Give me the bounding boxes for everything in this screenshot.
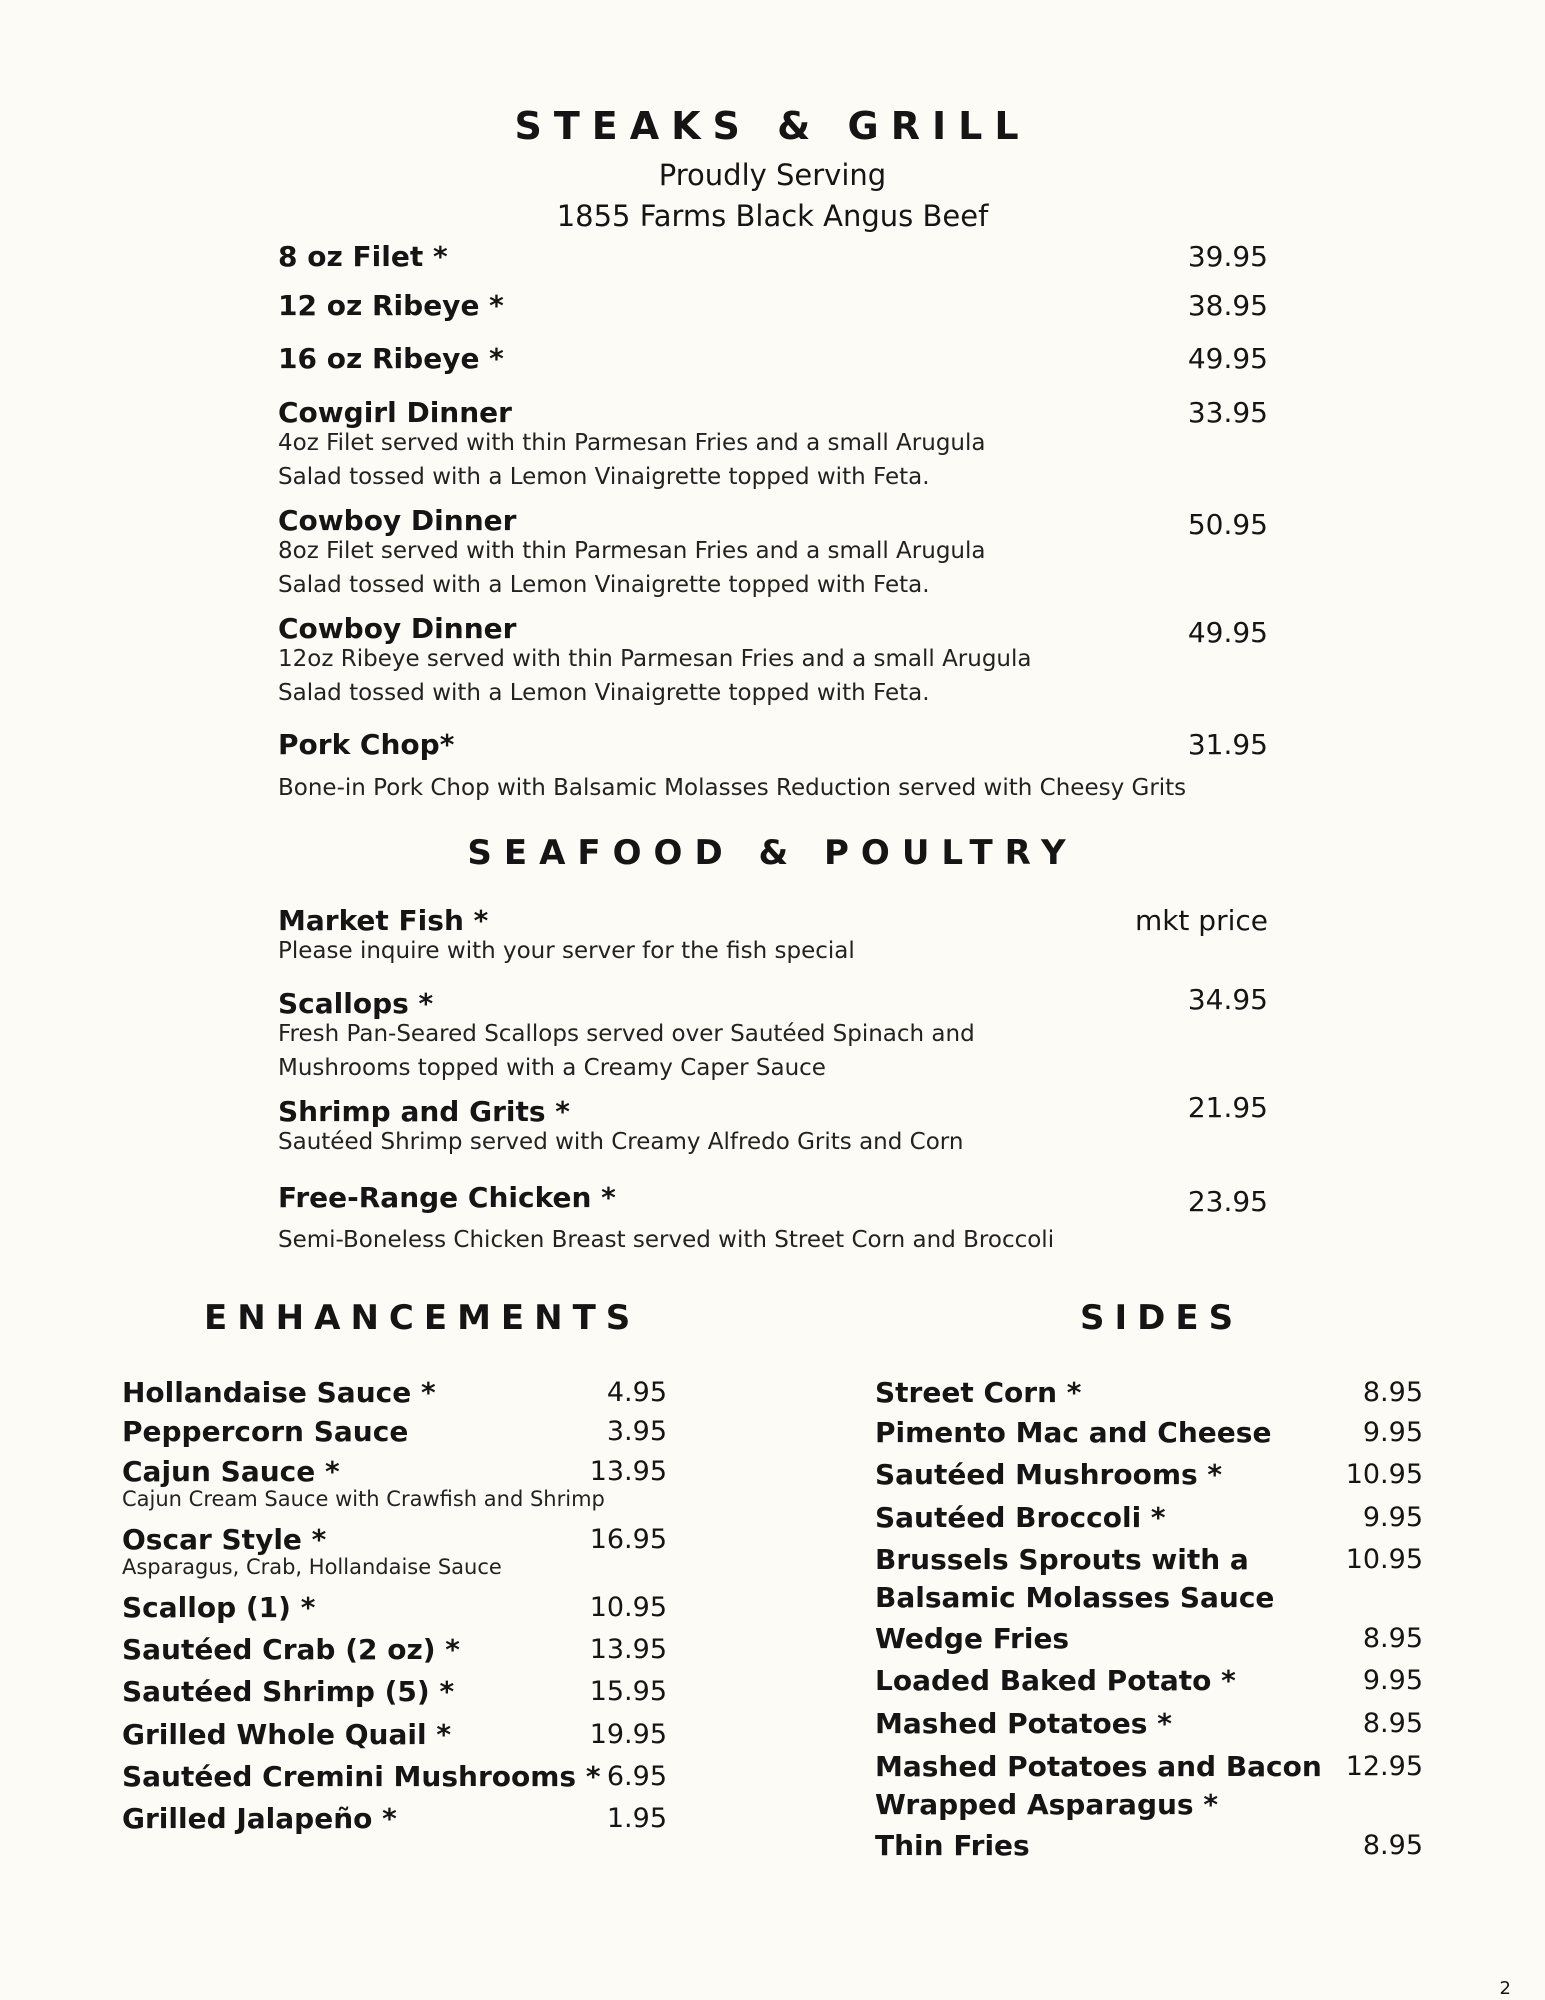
enhancement-item [122, 1589, 667, 1629]
item-name: Sautéed Shrimp (5) * [122, 1675, 455, 1708]
side-item [875, 1456, 1423, 1496]
item-name: Pimento Mac and Cheese [875, 1416, 1272, 1449]
item-description: Please inquire with your server for the fish special [278, 938, 855, 964]
item-price: 13.95 [589, 1634, 667, 1665]
item-price: 49.95 [1187, 616, 1268, 649]
item-name: Market Fish * [278, 904, 489, 937]
item-description: 4oz Filet served with thin Parmesan Fries and a small Arugula Salad tossed with a Lemon Vinaigrette topped with Feta. [278, 430, 986, 490]
item-price: 3.95 [606, 1416, 667, 1447]
menu-item [278, 904, 1268, 974]
enhancements-heading: ENHANCEMENTS [204, 1298, 641, 1338]
side-item [875, 1827, 1423, 1867]
item-name: Cowboy Dinner [278, 504, 517, 537]
menu-item [278, 1181, 1268, 1261]
item-price: 9.95 [1362, 1417, 1423, 1448]
steaks-subtitle-line2: 1855 Farms Black Angus Beef [556, 199, 989, 233]
item-price: 31.95 [1187, 728, 1268, 761]
item-description: 12oz Ribeye served with thin Parmesan Fries and a small Arugula Salad tossed with a Lemon Vinaigrette topped with Feta. [278, 646, 1032, 706]
item-name: Thin Fries [875, 1829, 1030, 1862]
item-name: Sautéed Cremini Mushrooms * [122, 1760, 601, 1793]
item-name: Oscar Style * [122, 1523, 327, 1556]
item-description: 8oz Filet served with thin Parmesan Fries and a small Arugula Salad tossed with a Lemon Vinaigrette topped with Feta. [278, 538, 986, 598]
item-price: mkt price [1134, 904, 1268, 937]
item-price: 8.95 [1362, 1830, 1423, 1861]
item-price: 10.95 [1345, 1544, 1423, 1575]
menu-item [278, 240, 1268, 280]
item-price: 50.95 [1187, 508, 1268, 541]
item-price: 10.95 [589, 1592, 667, 1623]
steaks-subtitle-line1: Proudly Serving [658, 158, 887, 192]
item-description: Asparagus, Crab, Hollandaise Sauce [122, 1555, 502, 1579]
item-name: Cajun Sauce * [122, 1455, 340, 1488]
item-name: 8 oz Filet * [278, 240, 448, 273]
item-name: Mashed Potatoes * [875, 1707, 1172, 1740]
item-price: 38.95 [1187, 289, 1268, 322]
item-price: 39.95 [1187, 240, 1268, 273]
menu-item [278, 728, 1268, 808]
enhancement-item [122, 1758, 667, 1798]
side-item [875, 1705, 1423, 1745]
item-description: Sautéed Shrimp served with Creamy Alfredo Grits and Corn [278, 1129, 964, 1155]
item-name: Grilled Jalapeño * [122, 1802, 397, 1835]
item-description: Cajun Cream Sauce with Crawfish and Shrimp [122, 1487, 605, 1511]
menu-item [278, 504, 1268, 609]
item-price: 13.95 [589, 1456, 667, 1487]
item-price: 8.95 [1362, 1623, 1423, 1654]
seafood-poultry-heading: SEAFOOD & POULTRY [467, 833, 1078, 873]
side-item [875, 1499, 1423, 1539]
menu-item [278, 1091, 1268, 1165]
steaks-grill-heading: STEAKS & GRILL [514, 104, 1031, 148]
item-price: 6.95 [606, 1761, 667, 1792]
item-name: Shrimp and Grits * [278, 1095, 570, 1128]
item-name: Pork Chop* [278, 728, 455, 761]
enhancement-item [122, 1673, 667, 1713]
item-price: 12.95 [1345, 1751, 1423, 1782]
enhancement-item [122, 1631, 667, 1671]
enhancement-item [122, 1413, 667, 1453]
item-name: Peppercorn Sauce [122, 1415, 409, 1448]
side-item [875, 1748, 1423, 1826]
item-price: 34.95 [1187, 983, 1268, 1016]
menu-item [278, 342, 1268, 382]
item-description: Semi-Boneless Chicken Breast served with Street Corn and Broccoli [278, 1227, 1055, 1253]
item-price: 33.95 [1187, 396, 1268, 429]
item-price: 9.95 [1362, 1665, 1423, 1696]
item-name: Cowboy Dinner [278, 612, 517, 645]
item-name: Sautéed Broccoli * [875, 1501, 1166, 1534]
item-price: 21.95 [1187, 1091, 1268, 1124]
item-name: Grilled Whole Quail * [122, 1718, 451, 1751]
item-name: Free-Range Chicken * [278, 1181, 616, 1214]
side-item [875, 1620, 1423, 1660]
item-price: 49.95 [1187, 342, 1268, 375]
item-price: 4.95 [606, 1377, 667, 1408]
item-name: 12 oz Ribeye * [278, 289, 504, 322]
menu-item [278, 289, 1268, 329]
item-price: 23.95 [1187, 1185, 1268, 1218]
item-name: Wedge Fries [875, 1622, 1070, 1655]
item-name: 16 oz Ribeye * [278, 342, 504, 375]
item-name: Scallop (1) * [122, 1591, 316, 1624]
page-number: 2 [1499, 1978, 1511, 1999]
enhancement-item [122, 1716, 667, 1756]
item-description: Fresh Pan-Seared Scallops served over Sautéed Spinach and Mushrooms topped with a Creamy Caper Sauce [278, 1021, 975, 1081]
item-price: 15.95 [589, 1676, 667, 1707]
item-name: Street Corn * [875, 1376, 1082, 1409]
menu-item [278, 983, 1268, 1092]
item-name: Sautéed Crab (2 oz) * [122, 1633, 460, 1666]
item-name: Brussels Sprouts with a Balsamic Molasses Sauce [875, 1543, 1275, 1614]
item-name: Scallops * [278, 987, 434, 1020]
sides-heading: SIDES [1080, 1298, 1244, 1338]
side-item [875, 1662, 1423, 1702]
enhancement-item [122, 1800, 667, 1840]
item-price: 9.95 [1362, 1502, 1423, 1533]
item-name: Sautéed Mushrooms * [875, 1458, 1223, 1491]
item-price: 16.95 [589, 1524, 667, 1555]
item-name: Cowgirl Dinner [278, 396, 512, 429]
item-price: 8.95 [1362, 1708, 1423, 1739]
side-item [875, 1374, 1423, 1414]
enhancement-item [122, 1374, 667, 1414]
item-price: 10.95 [1345, 1459, 1423, 1490]
item-name: Loaded Baked Potato * [875, 1664, 1236, 1697]
enhancement-item [122, 1453, 667, 1513]
item-price: 19.95 [589, 1719, 667, 1750]
side-item [875, 1414, 1423, 1454]
enhancement-item [122, 1521, 667, 1581]
menu-item [278, 612, 1268, 717]
item-price: 8.95 [1362, 1377, 1423, 1408]
side-item [875, 1541, 1423, 1619]
item-name: Mashed Potatoes and Bacon Wrapped Asparagus * [875, 1750, 1322, 1821]
menu-item [278, 396, 1268, 501]
item-price: 1.95 [606, 1803, 667, 1834]
item-name: Hollandaise Sauce * [122, 1376, 436, 1409]
item-description: Bone-in Pork Chop with Balsamic Molasses Reduction served with Cheesy Grits [278, 775, 1187, 801]
